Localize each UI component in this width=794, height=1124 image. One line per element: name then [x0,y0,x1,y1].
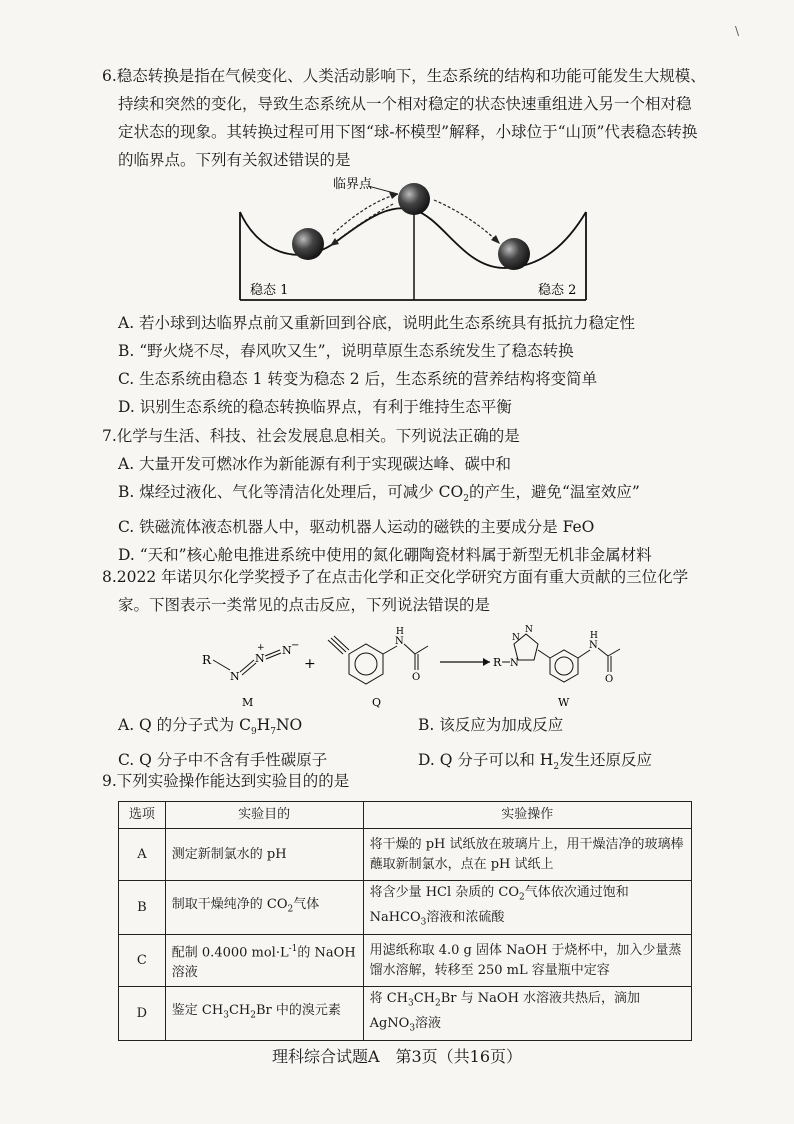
option-c: C. Q 分子中不含有手性碳原子 [118,751,328,770]
option-a: A. Q 的分子式为 $C_9H_7NO$ [118,716,303,738]
table-header-row [119,802,692,829]
click-reaction-figure [200,622,640,710]
ball-right [498,238,530,270]
question-number: 9. [102,772,117,790]
header-operation: 实验操作 [363,802,691,829]
option-c: C. 铁磁流体液态机器人中，驱动机器人运动的磁铁的主要成分是 FeO [118,518,595,537]
label-w: W [558,696,570,709]
state1-label: 稳态 1 [250,283,289,298]
row-purpose: 鉴定 $CH_3CH_2Br$ 中的溴元素 [165,987,363,1041]
svg-text:H: H [396,627,404,637]
arrow-right [434,200,500,244]
option-c: C. 生态系统由稳态 1 转变为稳态 2 后，生态系统的营养结构将变简单 [118,370,598,388]
svg-text:O: O [412,672,421,683]
svg-text:+: + [257,643,265,653]
row-purpose: 配制 0.4000 $mol\cdot L^{-1}$的 NaOH 溶液 [165,935,363,987]
question-number: 6. [102,67,117,85]
question-7-stem: 7.化学与生活、科技、社会发展息息相关。下列说法正确的是 [102,427,520,445]
svg-text:H: H [590,631,598,641]
experiment-table [118,801,692,1041]
row-option: B [119,881,166,935]
svg-text:N: N [589,640,598,651]
row-operation: 将含少量 HCl 杂质的 $CO_2$气体依次通过饱和 NaHCO$_3$溶液和浓硫酸 [363,881,691,935]
question-7 [102,422,718,569]
row-purpose: 测定新制氯水的 pH [165,829,363,881]
option-b: B. 该反应为加成反应 [418,716,564,734]
label-m: M [242,696,254,709]
question-number: 8. [102,568,117,586]
question-6 [102,62,718,174]
option-d: D. “天和”核心舱电推进系统中使用的氮化硼陶瓷材料属于新型无机非金属材料 [118,546,652,565]
row-option: A [119,829,166,881]
table-row [119,881,692,935]
question-8-stem-line: 家。下图表示一类常见的点击反应，下列说法错误的是 [118,596,491,614]
svg-text:−: − [291,640,300,651]
question-6-stem: 6.稳态转换是指在气候变化、人类活动影响下，生态系统的结构和功能可能发生大规模、 [102,67,706,85]
option-b: B. “野火烧不尽，春风吹又生”，说明草原生态系统发生了稳态转换 [118,342,574,360]
page-footer: 理科综合试题A 第3页（共16页） [271,1047,523,1066]
option-a: A. 大量开发可燃冰作为新能源有利于实现碳达峰、碳中和 [118,455,512,473]
row-operation: 将干燥的 pH 试纸放在玻璃片上，用干燥洁净的玻璃棒蘸取新制氯水，点在 pH 试纸上 [363,829,691,881]
question-9 [102,767,718,795]
row-purpose: 制取干燥纯净的 $CO_2$气体 [165,881,363,935]
svg-text:N: N [255,652,265,665]
arrow-up [333,194,398,234]
option-a: A. 若小球到达临界点前又重新回到谷底，说明此生态系统具有抵抗力稳定性 [118,314,636,332]
ball-cup-model-figure [238,172,588,302]
svg-text:N: N [282,644,292,657]
svg-text:O: O [605,674,614,685]
ball-left [292,228,324,260]
svg-text:N: N [512,633,520,643]
peak-label: 临界点 [333,177,373,192]
svg-text:N: N [525,625,533,635]
ball-peak [398,183,430,215]
plus-sign: + [304,656,316,672]
svg-text:N: N [230,670,240,683]
row-option: D [119,987,166,1041]
scan-mark: \ [735,24,740,38]
option-d: D. 识别生态系统的稳态转换临界点，有利于维持生态平衡 [118,398,512,416]
table-row [119,935,692,987]
state2-label: 稳态 2 [538,283,577,298]
question-6-stem-line: 定状态的现象。其转换过程可用下图“球-杯模型”解释，小球位于“山顶”代表稳态转换 [118,123,698,141]
svg-text:N: N [510,658,519,669]
header-option: 选项 [119,802,166,829]
header-purpose: 实验目的 [165,802,363,829]
question-number: 7. [102,427,117,445]
question-6-options [118,309,718,421]
option-d: D. Q 分子可以和 $H_2$发生还原反应 [418,751,653,773]
label-q: Q [372,696,382,709]
table-row [119,987,692,1041]
svg-text:R: R [493,656,502,669]
question-8-stem: 8.2022 年诺贝尔化学奖授予了在点击化学和正交化学研究方面有重大贡献的三位化学 [102,568,689,586]
svg-text:N: N [395,636,404,647]
option-b: B. 煤经过液化、气化等清洁化处理后，可减少 $CO_2$的产生，避免“温室效应” [118,483,640,505]
question-6-stem-line: 的临界点。下列有关叙述错误的是 [118,151,351,169]
table-row [119,829,692,881]
cup-curve [240,208,586,268]
question-9-stem: 9.下列实验操作能达到实验目的的是 [102,772,350,790]
row-operation: 将 $CH_3CH_2Br$ 与 NaOH 水溶液共热后，滴加 AgNO$_3$溶液 [363,987,691,1041]
question-8 [102,563,718,619]
question-6-stem-line: 持续和突然的变化，导致生态系统从一个相对稳定的状态快速重组进入另一个相对稳 [118,95,692,113]
svg-text:R: R [202,653,212,667]
row-option: C [119,935,166,987]
row-operation: 用滤纸称取 4.0 g 固体 NaOH 于烧杯中，加入少量蒸馏水溶解，转移至 250 mL 容量瓶中定容 [363,935,691,987]
